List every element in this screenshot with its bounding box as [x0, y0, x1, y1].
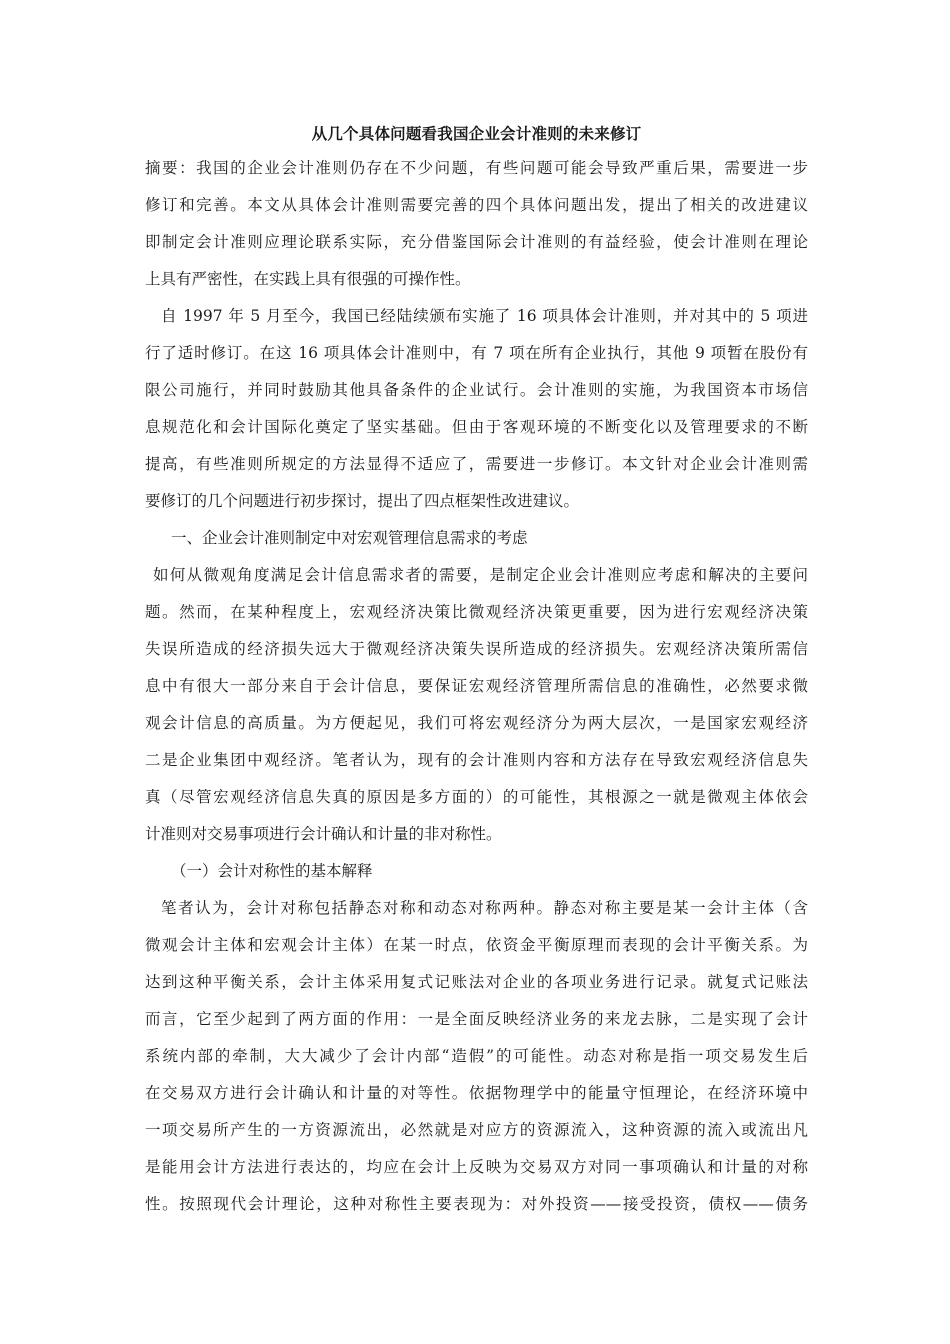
subsection-1-line: 在交易双方进行会计确认和计量的对等性。依据物理学中的能量守恒理论，在经济环境中	[145, 1084, 808, 1102]
section-1-line: 真（尽管宏观经济信息失真的原因是多方面的）的可能性，其根源之一就是微观主体依会	[145, 788, 808, 806]
intro-line: 限公司施行，并同时鼓励其他具备条件的企业试行。会计准则的实施，为我国资本市场信	[145, 381, 808, 399]
subsection-heading	[145, 853, 808, 890]
section-1-line: 二是企业集团中观经济。笔者认为，现有的会计准则内容和方法存在导致宏观经济信息失	[145, 751, 808, 769]
document-title: 从几个具体问题看我国企业会计准则的未来修订	[311, 124, 642, 143]
section-heading	[145, 520, 808, 557]
subsection-1-line: 微观会计主体和宏观会计主体）在某一时点，依资金平衡原理而表现的会计平衡关系。为	[145, 936, 808, 954]
intro-line: 息规范化和会计国际化奠定了坚实基础。但由于客观环境的不断变化以及管理要求的不断	[145, 418, 808, 436]
section-1-line: 如何从微观角度满足会计信息需求者的需要，是制定企业会计准则应考虑和解决的主要问	[153, 566, 808, 584]
section-1-line: 计准则对交易事项进行会计确认和计量的非对称性。	[145, 825, 502, 843]
intro-line: 自 1997 年 5 月至今，我国已经陆续颁布实施了 16 项具体会计准则，并对其中的 5 项进	[161, 307, 808, 325]
document-body	[145, 118, 808, 1223]
subsection-1-heading: （一）会计对称性的基本解释	[171, 862, 373, 880]
subsection-1-line: 性。按照现代会计理论，这种对称性主要表现为：对外投资——接受投资，债权——债务	[145, 1195, 808, 1213]
abstract-line: 摘要：我国的企业会计准则仍存在不少问题，有些问题可能会导致严重后果，需要进一步	[145, 159, 808, 177]
section-1-line: 息中有很大一部分来自于会计信息，要保证宏观经济管理所需信息的准确性，必然要求微	[145, 677, 808, 695]
section-1-line: 失误所造成的经济损失远大于微观经济决策失误所造成的经济损失。宏观经济决策所需信	[145, 640, 808, 658]
section-1-line: 观会计信息的高质量。为方便起见，我们可将宏观经济分为两大层次，一是国家宏观经济	[145, 714, 808, 732]
subsection-1-line: 达到这种平衡关系，会计主体采用复式记账法对企业的各项业务进行记录。就复式记账法	[145, 973, 808, 991]
abstract-paragraph	[145, 150, 808, 298]
subsection-1-line: 是能用会计方法进行表达的，均应在会计上反映为交易双方对同一事项确认和计量的对称	[145, 1158, 808, 1176]
subsection-1-line: 笔者认为，会计对称包括静态对称和动态对称两种。静态对称主要是某一会计主体（含	[161, 899, 808, 917]
subsection-1-paragraph	[145, 890, 808, 1223]
intro-line: 提高，有些准则所规定的方法显得不适应了，需要进一步修订。本文针对企业会计准则需	[145, 455, 808, 473]
intro-line: 行了适时修订。在这 16 项具体会计准则中，有 7 项在所有企业执行，其他 9 项暂在股份有	[145, 344, 808, 362]
section-1-paragraph	[145, 557, 808, 853]
section-1-heading: 一、企业会计准则制定中对宏观管理信息需求的考虑	[171, 529, 528, 547]
section-1-line: 题。然而，在某种程度上，宏观经济决策比微观经济决策更重要，因为进行宏观经济决策	[145, 603, 808, 621]
subsection-1-line: 系统内部的牵制，大大减少了会计内部“造假”的可能性。动态对称是指一项交易发生后	[145, 1047, 808, 1065]
abstract-line: 即制定会计准则应理论联系实际，充分借鉴国际会计准则的有益经验，使会计准则在理论	[145, 233, 808, 251]
intro-line: 要修订的几个问题进行初步探讨，提出了四点框架性改进建议。	[145, 492, 580, 510]
intro-paragraph	[145, 298, 808, 520]
abstract-line: 上具有严密性，在实践上具有很强的可操作性。	[145, 270, 471, 288]
subsection-1-line: 而言，它至少起到了两方面的作用：一是全面反映经济业务的来龙去脉，二是实现了会计	[145, 1010, 808, 1028]
abstract-line: 修订和完善。本文从具体会计准则需要完善的四个具体问题出发，提出了相关的改进建议	[145, 196, 808, 214]
subsection-1-line: 一项交易所产生的一方资源流出，必然就是对应方的资源流入，这种资源的流入或流出凡	[145, 1121, 808, 1139]
